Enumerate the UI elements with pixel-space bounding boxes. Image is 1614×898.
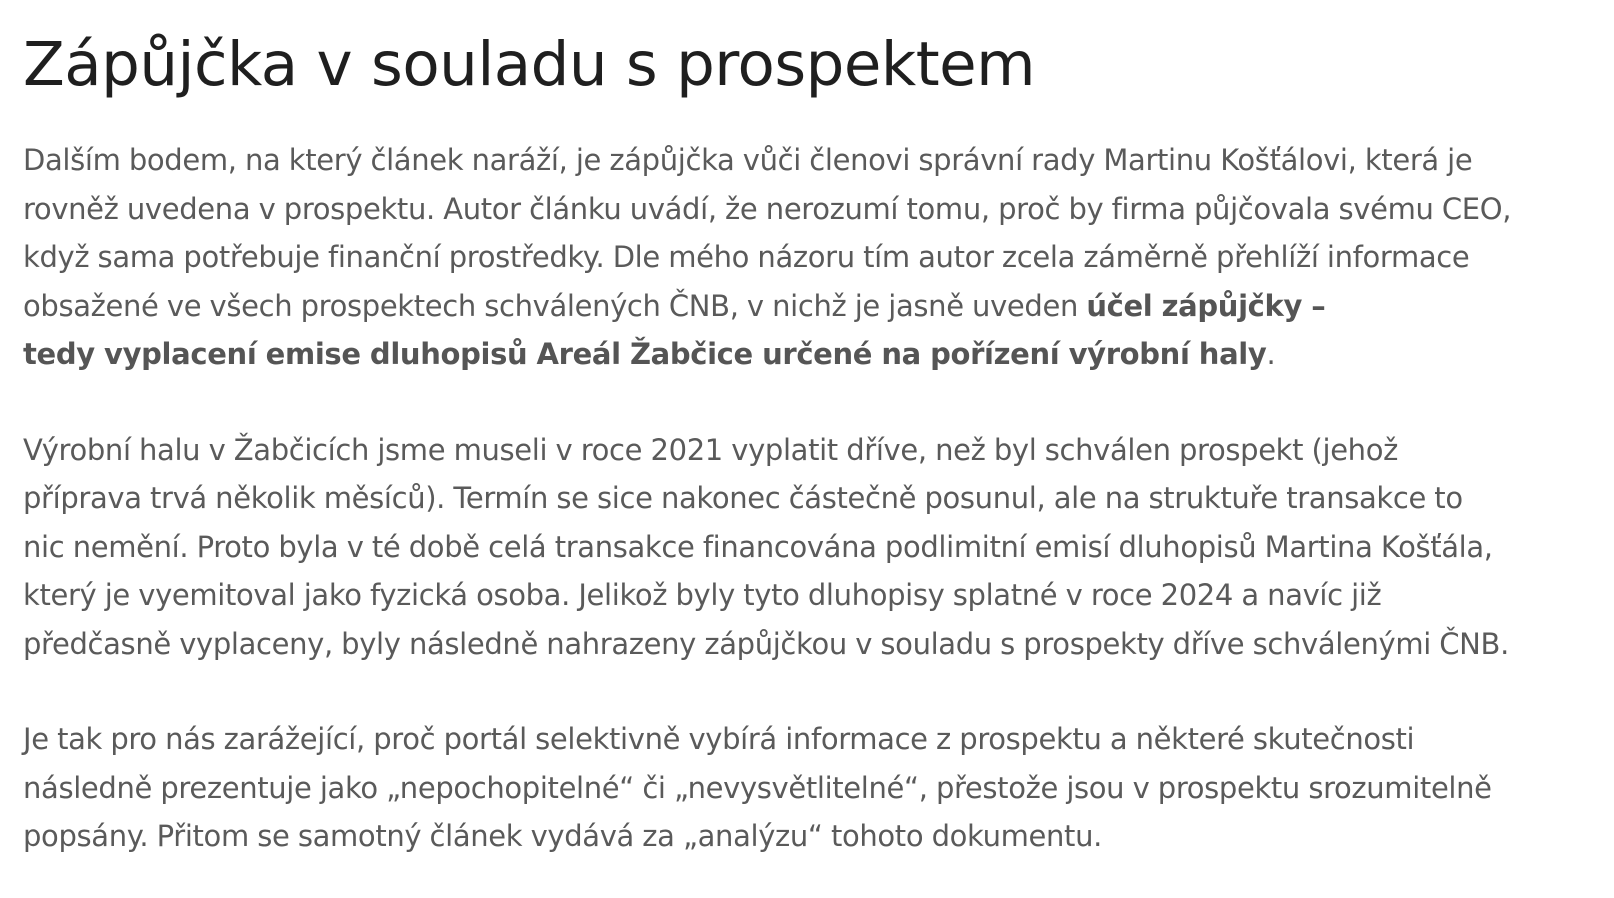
paragraph-line: popsány. Přitom se samotný článek vydává za „analýzu“ tohoto dokumentu. (23, 819, 1102, 853)
emphasis-loan-purpose-cont: tedy vyplacení emise dluhopisů Areál Žabčice určené na pořízení výrobní haly (23, 337, 1267, 371)
paragraph-line: předčasně vyplaceny, byly následně nahrazeny zápůjčkou v souladu s prospekty dříve schválenými ČNB. (23, 626, 1509, 661)
paragraph-loan (23, 136, 1593, 379)
paragraph-line: příprava trvá několik měsíců). Termín se sice nakonec částečně posunul, ale na struktuře transakce to (23, 481, 1463, 515)
emphasis-loan-purpose: účel zápůjčky – (1086, 288, 1326, 323)
paragraph-line: následně prezentuje jako „nepochopitelné“ či „nevysvětlitelné“, přestože jsou v prospektu srozumitelně (23, 770, 1492, 805)
paragraph-line: Výrobní halu v Žabčicích jsme museli v roce 2021 vyplatit dříve, než byl schválen prospekt (jehož (23, 432, 1398, 467)
paragraph-line: Je tak pro nás zarážející, proč portál selektivně vybírá informace z prospektu a některé skutečnosti (23, 722, 1415, 756)
paragraph-conclusion (23, 715, 1593, 861)
paragraph-line (23, 330, 1593, 379)
paragraph-line: nic nemění. Proto byla v té době celá transakce financována podlimitní emisí dluhopisů Martina Košťála, (23, 529, 1493, 564)
paragraph-text: obsažené ve všech prospektech schválených ČNB, v nichž je jasně uveden (23, 288, 1087, 323)
paragraph-text: . (1266, 337, 1276, 371)
paragraph-line (23, 282, 1593, 331)
paragraph-line: když sama potřebuje finanční prostředky. Dle mého názoru tím autor zcela záměrně přehlíží informace (23, 240, 1470, 274)
paragraph-production-hall (23, 426, 1593, 669)
article (23, 0, 1593, 861)
paragraph-line: který je vyemitoval jako fyzická osoba. Jelikož byly tyto dluhopisy splatné v roce 2024 a navíc již (23, 578, 1382, 612)
paragraph-line: Dalším bodem, na který článek naráží, je zápůjčka vůči členovi správní rady Martinu Košťálovi, která je (23, 143, 1473, 177)
paragraph-line: rovněž uvedena v prospektu. Autor článku uvádí, že nerozumí tomu, proč by firma půjčovala svému CEO, (23, 191, 1512, 226)
article-title: Zápůjčka v souladu s prospektem (23, 29, 1036, 100)
